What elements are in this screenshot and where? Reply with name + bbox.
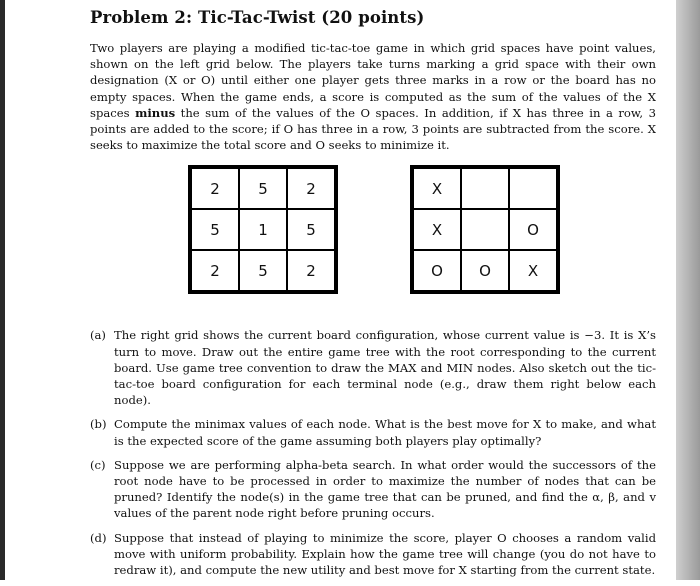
board-cell: X (509, 250, 557, 291)
problem-document (90, 8, 656, 586)
part-text: The right grid shows the current board configuration, whose current value is −3. It is X’s turn to move. Draw out the entire game tree with the root corresponding to the current board. Use game tree convention to draw the MAX and MIN nodes. Also sketch out the tic-tac-toe board configuration for each terminal node (e.g., draw them right below each node). (114, 328, 656, 408)
value-cell: 2 (191, 250, 239, 291)
grids-area (90, 165, 656, 315)
board-cell: X (413, 168, 461, 209)
problem-intro (90, 40, 656, 153)
part-label: (d) (90, 530, 107, 545)
board-grid-row (413, 250, 557, 291)
board-cell: O (461, 250, 509, 291)
value-grid (188, 165, 338, 294)
value-cell: 2 (191, 168, 239, 209)
question-parts (90, 327, 656, 578)
intro-bold-minus: minus (135, 105, 176, 120)
part-label: (b) (90, 417, 107, 432)
part-label: (a) (90, 328, 106, 343)
part-label: (c) (90, 457, 106, 472)
value-cell: 5 (239, 250, 287, 291)
value-cell: 5 (239, 168, 287, 209)
question-part-d (90, 530, 656, 579)
value-grid-row (191, 250, 335, 291)
board-cell: X (413, 209, 461, 250)
board-cell (461, 168, 509, 209)
board-grid (410, 165, 560, 294)
part-text: Compute the minimax values of each node. What is the best move for X to make, and what is the expected score of the game assuming both players play optimally? (114, 417, 656, 448)
value-grid-row (191, 168, 335, 209)
board-cell (509, 168, 557, 209)
value-cell: 2 (287, 168, 335, 209)
board-grid-row (413, 209, 557, 250)
question-part-c (90, 457, 656, 522)
value-cell: 5 (191, 209, 239, 250)
part-text: Suppose that instead of playing to minimize the score, player O chooses a random valid move with uniform probability. Explain how the game tree will change (you do not have to redraw it), and compute the new utility and best move for X starting from the current state. (114, 530, 656, 578)
board-cell (461, 209, 509, 250)
board-grid-row (413, 168, 557, 209)
right-screen-edge (676, 0, 700, 580)
board-cell: O (413, 250, 461, 291)
question-part-b (90, 416, 656, 448)
value-cell: 1 (239, 209, 287, 250)
board-cell: O (509, 209, 557, 250)
value-cell: 5 (287, 209, 335, 250)
intro-text-2: the sum of the values of the O spaces. In addition, if X has three in a row, 3 points are added to the score; if O has three in a row, 3 points are subtracted from the score. X seeks to maximize the total score and O seeks to minimize it. (90, 105, 656, 153)
intro-text-1: Two players are playing a modified tic-tac-toe game in which grid spaces have point values, shown on the left grid below. The players take turns marking a grid space with their own designation (X or O) until either one player gets three marks in a row or the board has no empty spaces. When the game ends, a score is computed as the sum of the values of the X spaces (90, 41, 656, 120)
question-part-a (90, 327, 656, 408)
part-text: Suppose we are performing alpha-beta search. In what order would the successors of the root node have to be processed in order to maximize the number of nodes that can be pruned? Identify the node(s) in the game tree that can be pruned, and find the α, β, and v values of the parent node right before pruning occurs. (114, 457, 656, 521)
value-cell: 2 (287, 250, 335, 291)
left-screen-edge (0, 0, 5, 580)
problem-title: Problem 2: Tic-Tac-Twist (20 points) (90, 8, 425, 27)
value-grid-row (191, 209, 335, 250)
